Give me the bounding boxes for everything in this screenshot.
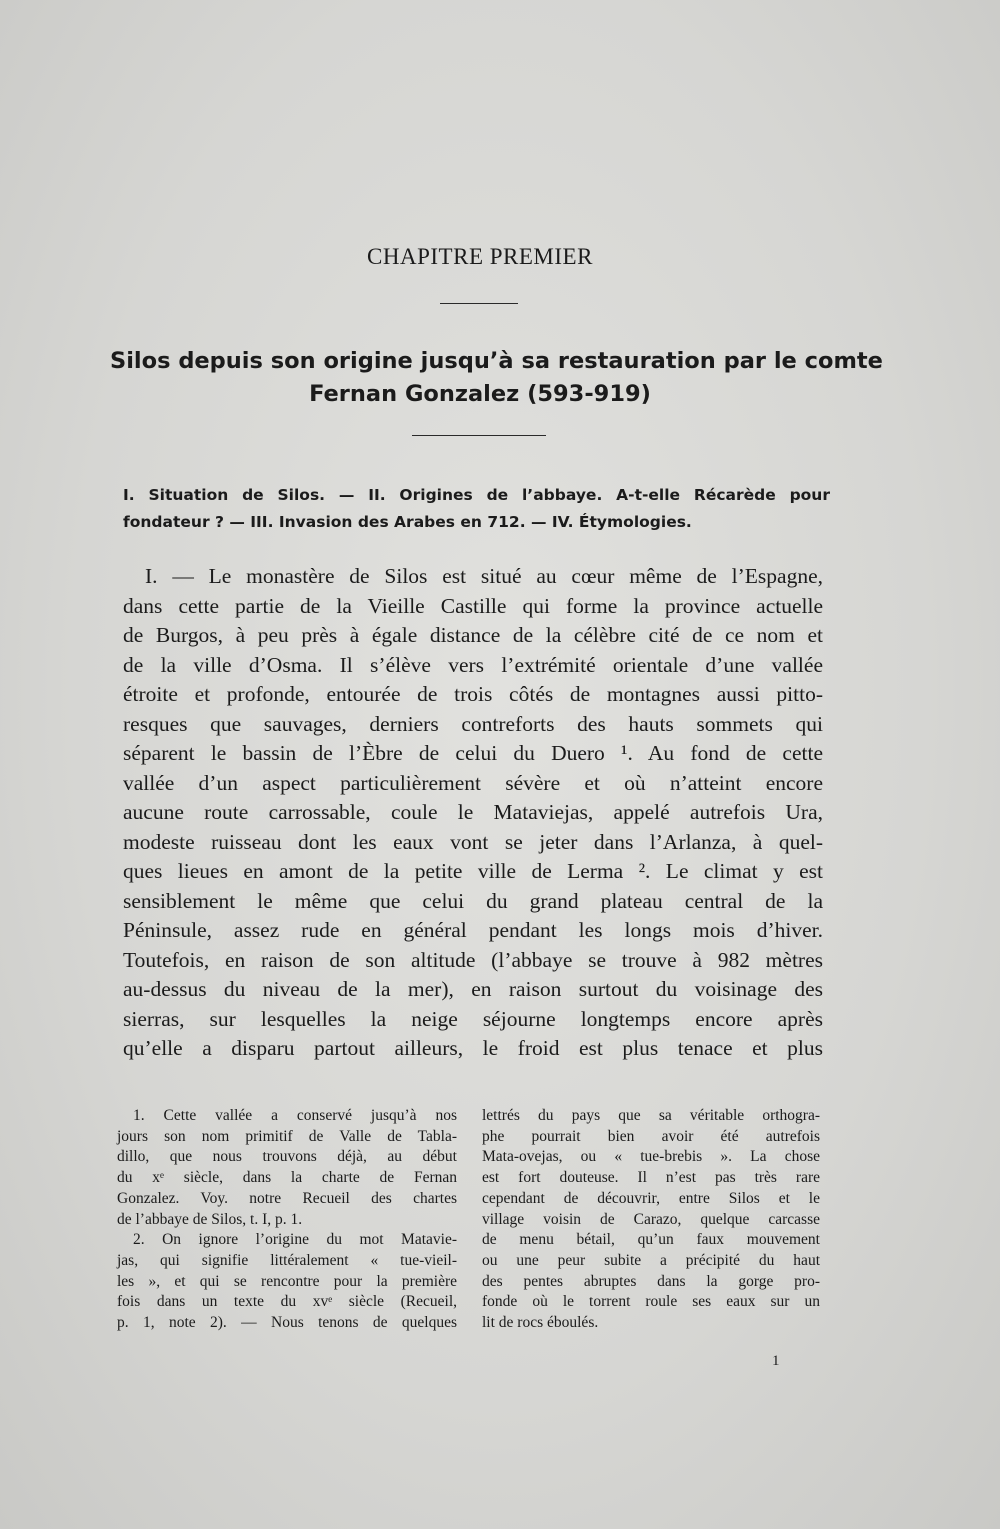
body-line: dans cette partie de la Vieille Castille qui forme la province actuelle xyxy=(123,593,823,618)
footnote-line: lit de rocs éboulés. xyxy=(482,1314,599,1332)
subtitle-line: Fernan Gonzalez (593-919) xyxy=(309,381,651,407)
subtitle-line: Silos depuis son origine jusqu’à sa restauration par le comte xyxy=(110,348,883,374)
summary-line: I. Situation de Silos. — II. Origines de l’abbaye. A-t-elle Récarède pour xyxy=(123,486,830,504)
footnote-line: jours son nom primitif de Valle de Tabla- xyxy=(117,1127,457,1145)
body-line: sensiblement le même que celui du grand plateau central de la xyxy=(123,888,823,913)
page-number: 1 xyxy=(772,1353,780,1369)
chapter-summary xyxy=(123,482,830,536)
body-line: de la ville d’Osma. Il s’élève vers l’extrémité orientale d’une vallée xyxy=(123,652,823,677)
footnote-line: ou une peur subite a précipité du haut xyxy=(482,1251,820,1269)
footnote-line: cependant de découvrir, entre Silos et le xyxy=(482,1189,820,1207)
title-rule xyxy=(440,303,518,304)
body-line: Péninsule, assez rude en général pendant les longs mois d’hiver. xyxy=(123,918,823,942)
subtitle-rule xyxy=(412,435,546,436)
footnotes-left-column xyxy=(117,1106,457,1334)
footnote-line: 1. Cette vallée a conservé jusqu’à nos xyxy=(133,1107,457,1124)
footnote-line: est fort douteuse. Il n’est pas très rare xyxy=(482,1169,820,1187)
footnotes-right-column xyxy=(482,1106,820,1334)
footnote-line: de l’abbaye de Silos, t. I, p. 1. xyxy=(117,1210,303,1228)
body-line: aucune route carrossable, coule le Mataviejas, appelé autrefois Ura, xyxy=(123,800,823,824)
footnote-line: phe pourrait bien avoir été autrefois xyxy=(482,1127,820,1145)
chapter-subtitle xyxy=(110,345,883,411)
footnote-line: du xᵉ siècle, dans la charte de Fernan xyxy=(117,1169,457,1187)
footnote-line: p. 1, note 2). — Nous tenons de quelques xyxy=(117,1314,457,1332)
footnote-line: village voisin de Carazo, quelque carcasse xyxy=(482,1210,820,1228)
body-line: Toutefois, en raison de son altitude (l’abbaye se trouve à 982 mètres xyxy=(123,947,823,972)
body-line: de Burgos, à peu près à égale distance de la célèbre cité de ce nom et xyxy=(123,623,823,647)
footnote-line: dillo, que nous trouvons déjà, au début xyxy=(117,1148,457,1166)
body-line: étroite et profonde, entourée de trois côtés de montagnes aussi pitto- xyxy=(123,682,823,706)
footnote-line: Gonzalez. Voy. notre Recueil des chartes xyxy=(117,1189,457,1207)
summary-line: fondateur ? — III. Invasion des Arabes en 712. — IV. Étymologies. xyxy=(123,513,692,531)
body-paragraph xyxy=(123,562,823,1064)
footnote-line: Mata-ovejas, ou « tue-brebis ». La chose xyxy=(482,1148,820,1166)
body-line: séparent le bassin de l’Èbre de celui du Duero ¹. Au fond de cette xyxy=(123,741,823,765)
footnote-line: de menu bétail, qu’un faux mouvement xyxy=(482,1231,820,1249)
footnote-line: jas, qui signifie littéralement « tue-vieil- xyxy=(117,1251,457,1269)
body-line: resques que sauvages, derniers contreforts des hauts sommets qui xyxy=(123,711,823,736)
body-line: qu’elle a disparu partout ailleurs, le froid est plus tenace et plus xyxy=(123,1036,823,1060)
chapter-title: CHAPITRE PREMIER xyxy=(367,244,593,269)
body-line: ques lieues en amont de la petite ville de Lerma ². Le climat y est xyxy=(123,859,823,883)
body-line: sierras, sur lesquelles la neige séjourne longtemps encore après xyxy=(123,1006,823,1031)
footnote-line: fois dans un texte du xvᵉ siècle (Recueil, xyxy=(117,1293,457,1311)
footnote-line: lettrés du pays que sa véritable orthogra- xyxy=(482,1107,820,1124)
body-line: modeste ruisseau dont les eaux vont se jeter dans l’Arlanza, à quel- xyxy=(123,829,823,854)
body-line: au-dessus du niveau de la mer), en raison surtout du voisinage des xyxy=(123,977,823,1001)
body-line: I. — Le monastère de Silos est situé au cœur même de l’Espagne, xyxy=(145,564,823,588)
footnote-line: 2. On ignore l’origine du mot Matavie- xyxy=(133,1231,457,1249)
footnote-line: les », et qui se rencontre pour la première xyxy=(117,1272,457,1290)
footnote-line: fonde où le torrent roule ses eaux sur un xyxy=(482,1293,820,1311)
body-line: vallée d’un aspect particulièrement sévère et où n’atteint encore xyxy=(123,770,823,795)
footnote-line: des pentes abruptes dans la gorge pro- xyxy=(482,1272,820,1290)
